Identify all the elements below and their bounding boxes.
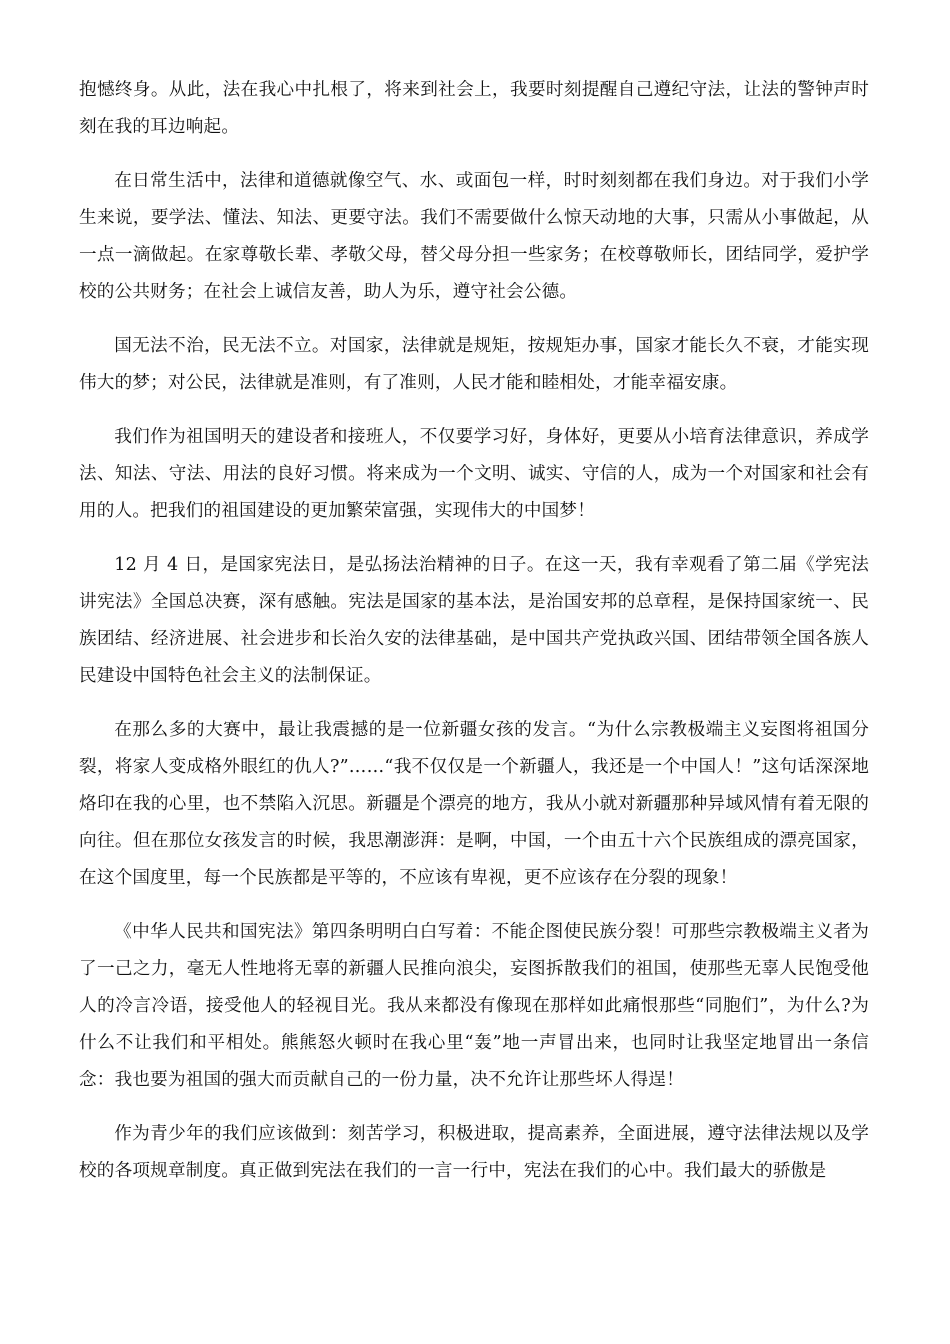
paragraph-xinjiang-girl: 在那么多的大赛中，最让我震撼的是一位新疆女孩的发言。“为什么宗教极端主义妄图将祖国分裂，将家人变成格外眼红的仇人?”……“我不仅仅是一个新疆人，我还是一个中国人！”这句话深深地烙印在我的心里，也不禁陷入沉思。新疆是个漂亮的地方，我从小就对新疆那种异域风情有着无限的向往。但在那位女孩发言的时候，我思潮澎湃：是啊，中国，一个由五十六个民族组成的漂亮国家，在这个国度里，每一个民族都是平等的，不应该有卑视，更不应该存在分裂的现象！ xyxy=(79,720,869,888)
paragraph-youth-duty: 作为青少年的我们应该做到：刻苦学习，积极进取，提高素养，全面进展，遵守法律法规以及学校的各项规章制度。真正做到宪法在我们的一言一行中，宪法在我们的心中。我们最大的骄傲是 xyxy=(79,1124,869,1181)
document-page xyxy=(79,72,869,1207)
paragraph-continuation: 抱憾终身。从此，法在我心中扎根了，将来到社会上，我要时刻提醒自己遵纪守法，让法的警钟声时刻在我的耳边响起。 xyxy=(79,80,869,137)
paragraph-article-four: 《中华人民共和国宪法》第四条明明白白写着：不能企图使民族分裂！可那些宗教极端主义者为了一己之力，毫无人性地将无辜的新疆人民推向浪尖，妄图拆散我们的祖国，使那些无辜人民饱受他人的冷言冷语，接受他人的轻视目光。我从来都没有像现在那样如此痛恨那些“同胞们”，为什么?为什么不让我们和平相处。熊熊怒火顿时在我心里“轰”地一声冒出来，也同时让我坚定地冒出一条信念：我也要为祖国的强大而贡献自己的一份力量，决不允许让那些坏人得逞！ xyxy=(79,922,869,1090)
paragraph-successors: 我们作为祖国明天的建设者和接班人，不仅要学习好，身体好，更要从小培育法律意识，养成学法、知法、守法、用法的良好习惯。将来成为一个文明、诚实、守信的人，成为一个对国家和社会有用的人。把我们的祖国建设的更加繁荣富强，实现伟大的中国梦！ xyxy=(79,427,869,521)
paragraph-constitution-day: 12 月 4 日，是国家宪法日，是弘扬法治精神的日子。在这一天，我有幸观看了第二届《学宪法讲宪法》全国总决赛，深有感触。宪法是国家的基本法，是治国安邦的总章程，是保持国家统一、民族团结、经济进展、社会进步和长治久安的法律基础，是中国共产党执政兴国、团结带领全国各族人民建设中国特色社会主义的法制保证。 xyxy=(79,555,869,686)
paragraph-daily-life-law: 在日常生活中，法律和道德就像空气、水、或面包一样，时时刻刻都在我们身边。对于我们小学生来说，要学法、懂法、知法、更要守法。我们不需要做什么惊天动地的大事，只需从小事做起，从一点一滴做起。在家尊敬长辈、孝敬父母，替父母分担一些家务；在校尊敬师长，团结同学，爱护学校的公共财务；在社会上诚信友善，助人为乐，遵守社会公德。 xyxy=(79,171,869,302)
paragraph-rule-of-law: 国无法不治，民无法不立。对国家，法律就是规矩，按规矩办事，国家才能长久不衰，才能实现伟大的梦；对公民，法律就是准则，有了准则，人民才能和睦相处，才能幸福安康。 xyxy=(79,336,869,393)
